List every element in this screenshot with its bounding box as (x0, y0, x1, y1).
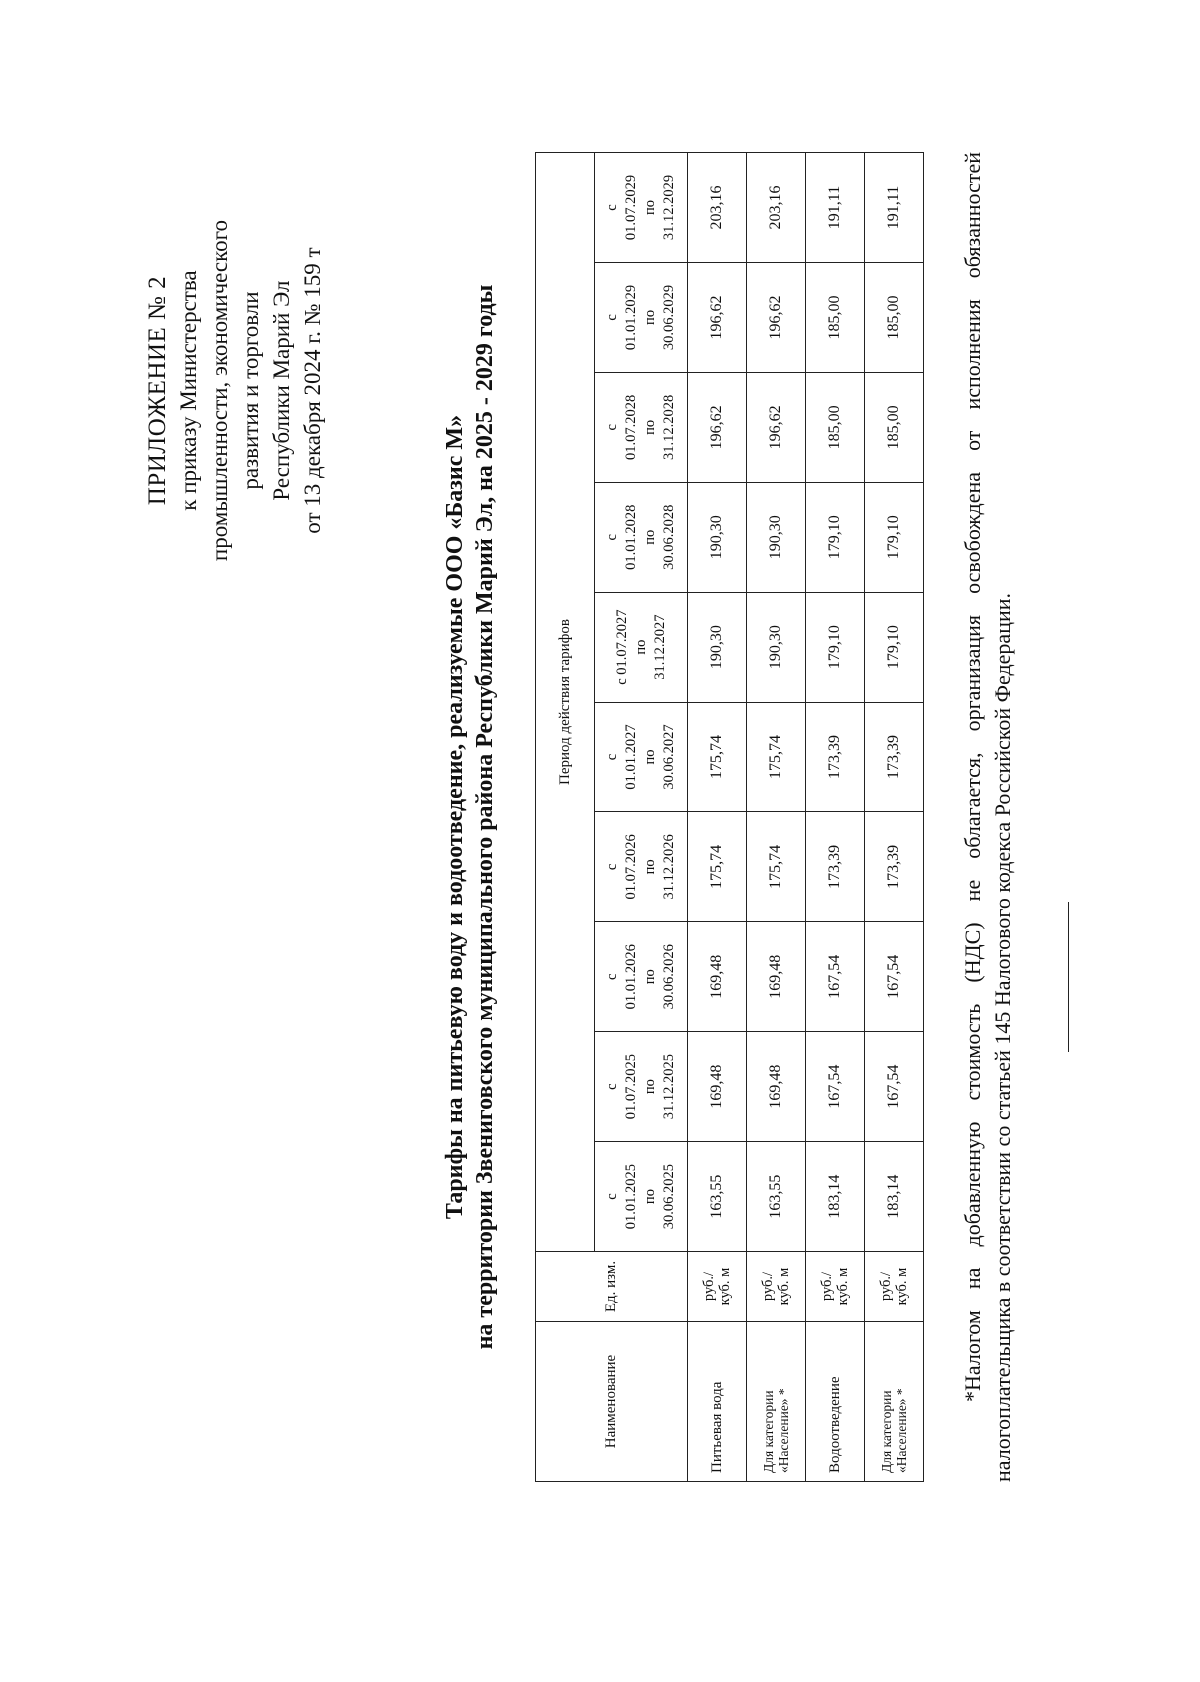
header-period-line: 01.07.2028 (623, 394, 639, 460)
row-unit-line: куб. м (717, 1267, 733, 1306)
header-period-line: 30.06.2029 (661, 284, 677, 351)
tariff-value-cell: 185,00 (865, 372, 924, 482)
row-unit (865, 1252, 924, 1322)
header-period-line: 01.01.2027 (623, 724, 639, 790)
tariff-value-cell: 179,10 (806, 592, 865, 702)
header-period-line: по (632, 639, 649, 655)
header-row-group (536, 153, 595, 1482)
appendix-title: ПРИЛОЖЕНИЕ № 2 (144, 275, 171, 506)
tariff-value-cell: 169,48 (688, 1032, 747, 1142)
header-period-line: по (642, 1189, 658, 1205)
tariff-value-cell: 167,54 (806, 922, 865, 1032)
header-unit: Ед. изм. (536, 1252, 688, 1322)
header-period-line: с (604, 424, 620, 431)
appendix-line: промышленности, экономического (207, 220, 232, 562)
header-period-line: 31.12.2026 (661, 834, 677, 900)
tariff-value-cell: 191,11 (865, 153, 924, 263)
row-unit-line: руб./ (878, 1271, 894, 1302)
header-period (595, 482, 688, 592)
tariff-value-cell: 190,30 (688, 592, 747, 702)
footnote-line: налогоплательщика в соответствии со статьей 145 Налогового кодекса Российской Федерации. (990, 592, 1015, 1482)
header-period-line: 01.07.2025 (623, 1054, 639, 1120)
header-period (595, 592, 688, 702)
appendix-line: развития и торговли (238, 291, 263, 490)
appendix-line: от 13 декабря 2024 г. № 159 т (300, 247, 325, 534)
row-name-line: Для категории (879, 1390, 894, 1473)
tariff-value-cell: 173,39 (806, 702, 865, 812)
header-period-line: с (604, 204, 620, 211)
header-period-line: 31.12.2027 (651, 614, 668, 680)
row-name-line: Для категории (761, 1390, 776, 1473)
tariff-value-cell: 175,74 (688, 812, 747, 922)
footnote (958, 152, 1018, 1482)
header-period-line: по (642, 309, 658, 325)
row-unit-line: руб./ (760, 1271, 776, 1302)
tariff-value-cell: 163,55 (688, 1142, 747, 1252)
tariff-value-cell: 196,62 (688, 372, 747, 482)
tariff-value-cell: 163,55 (747, 1142, 806, 1252)
document-title (440, 152, 500, 1482)
appendix-line: Республики Марий Эл (269, 280, 294, 501)
tariff-value-cell: 179,10 (865, 482, 924, 592)
tariff-value-cell: 175,74 (747, 702, 806, 812)
row-name-line: «Население» * (776, 1388, 791, 1473)
tariff-value-cell: 167,54 (806, 1032, 865, 1142)
tariff-value-cell: 179,10 (806, 482, 865, 592)
tariff-value-cell: 183,14 (806, 1142, 865, 1252)
row-unit (688, 1252, 747, 1322)
tariff-value-cell: 169,48 (688, 922, 747, 1032)
footnote-line: *Налогом на добавленную стоимость (НДС) не облагается, организация освобождена от исполнения обязанностей (960, 152, 985, 1402)
row-unit-line: куб. м (894, 1267, 910, 1306)
table-row (806, 153, 865, 1482)
header-period (595, 1032, 688, 1142)
appendix-line: к приказу Министерства (176, 270, 201, 511)
header-period-line: по (642, 749, 658, 765)
header-period-line: 30.06.2028 (661, 504, 677, 570)
tariff-value-cell: 167,54 (865, 922, 924, 1032)
tariff-value-cell: 196,62 (688, 262, 747, 372)
table-row (688, 153, 747, 1482)
header-period-line: 30.06.2025 (661, 1163, 677, 1230)
header-period-line: по (642, 859, 658, 875)
document-title-line: Тарифы на питьевую воду и водоотведение, реализуемые ООО «Базис М» (442, 414, 468, 1220)
header-period-line: 01.01.2025 (623, 1163, 639, 1230)
row-unit-line: руб./ (819, 1271, 835, 1302)
header-period-line: по (642, 969, 658, 985)
row-unit-line: куб. м (835, 1267, 851, 1306)
header-period-line: 01.07.2026 (623, 834, 639, 900)
header-period (595, 812, 688, 922)
row-name (806, 1322, 865, 1482)
table-body (688, 153, 924, 1482)
tariff-value-cell: 185,00 (806, 372, 865, 482)
row-name-line: Водоотведение (826, 1376, 843, 1473)
tariff-value-cell: 190,30 (688, 482, 747, 592)
tariff-value-cell: 173,39 (865, 702, 924, 812)
tariff-value-cell: 173,39 (865, 812, 924, 922)
appendix-block (142, 220, 328, 561)
row-name-line: «Население» * (894, 1388, 909, 1473)
header-period-line: с (604, 863, 620, 871)
header-period-line: с 01.07.2027 (613, 609, 630, 685)
header-period-line: с (604, 534, 620, 541)
header-period-line: по (642, 199, 658, 215)
tariff-value-cell: 203,16 (688, 153, 747, 263)
header-period-line: 01.07.2029 (623, 174, 639, 241)
row-unit-line: куб. м (776, 1267, 792, 1306)
tariff-table (535, 152, 924, 1482)
row-name (865, 1322, 924, 1482)
tariff-value-cell: 196,62 (747, 262, 806, 372)
header-period-line: 01.01.2026 (623, 944, 639, 1010)
header-period-line: с (604, 973, 620, 980)
header-period-line: по (642, 419, 658, 435)
tariff-value-cell: 196,62 (747, 372, 806, 482)
row-unit (806, 1252, 865, 1322)
tariff-value-cell: 191,11 (806, 153, 865, 263)
header-period (595, 262, 688, 372)
row-unit (747, 1252, 806, 1322)
tariff-value-cell: 175,74 (747, 812, 806, 922)
tariff-value-cell: 190,30 (747, 592, 806, 702)
header-period-line: с (604, 1083, 620, 1090)
header-period-line: 01.01.2028 (623, 504, 639, 570)
tariff-value-cell: 179,10 (865, 592, 924, 702)
header-period-line: 31.12.2029 (661, 174, 677, 241)
header-period-line: 30.06.2027 (661, 724, 677, 790)
header-period-line: 01.01.2029 (623, 284, 639, 351)
row-unit-line: руб./ (701, 1271, 717, 1302)
header-period-group: Период действия тарифов (536, 153, 595, 1252)
header-period-line: по (642, 529, 658, 545)
header-period-line: с (604, 753, 620, 761)
header-period (595, 922, 688, 1032)
tariff-value-cell: 173,39 (806, 812, 865, 922)
row-name-line: Питьевая вода (708, 1381, 725, 1473)
header-period-line: 31.12.2028 (661, 394, 677, 460)
row-name (688, 1322, 747, 1482)
header-name: Наименование (536, 1322, 688, 1482)
header-period-line: 31.12.2025 (661, 1054, 677, 1120)
document-title-line: на территории Звениговского муниципального района Республики Марий Эл, на 2025 - 2029 годы (472, 284, 498, 1350)
tariff-value-cell: 185,00 (865, 262, 924, 372)
tariff-value-cell: 185,00 (806, 262, 865, 372)
bottom-separator-line (1068, 902, 1069, 1052)
header-period-line: с (604, 314, 620, 321)
header-period-line: с (604, 1193, 620, 1200)
table-row (747, 153, 806, 1482)
header-period-line: по (642, 1079, 658, 1095)
header-period (595, 153, 688, 263)
header-period-line: 30.06.2026 (661, 944, 677, 1010)
tariff-value-cell: 175,74 (688, 702, 747, 812)
table-row (865, 153, 924, 1482)
tariff-value-cell: 203,16 (747, 153, 806, 263)
row-name (747, 1322, 806, 1482)
tariff-value-cell: 167,54 (865, 1032, 924, 1142)
tariff-value-cell: 183,14 (865, 1142, 924, 1252)
tariff-value-cell: 169,48 (747, 1032, 806, 1142)
tariff-value-cell: 169,48 (747, 922, 806, 1032)
header-period (595, 372, 688, 482)
tariff-value-cell: 190,30 (747, 482, 806, 592)
header-period (595, 702, 688, 812)
header-period (595, 1142, 688, 1252)
